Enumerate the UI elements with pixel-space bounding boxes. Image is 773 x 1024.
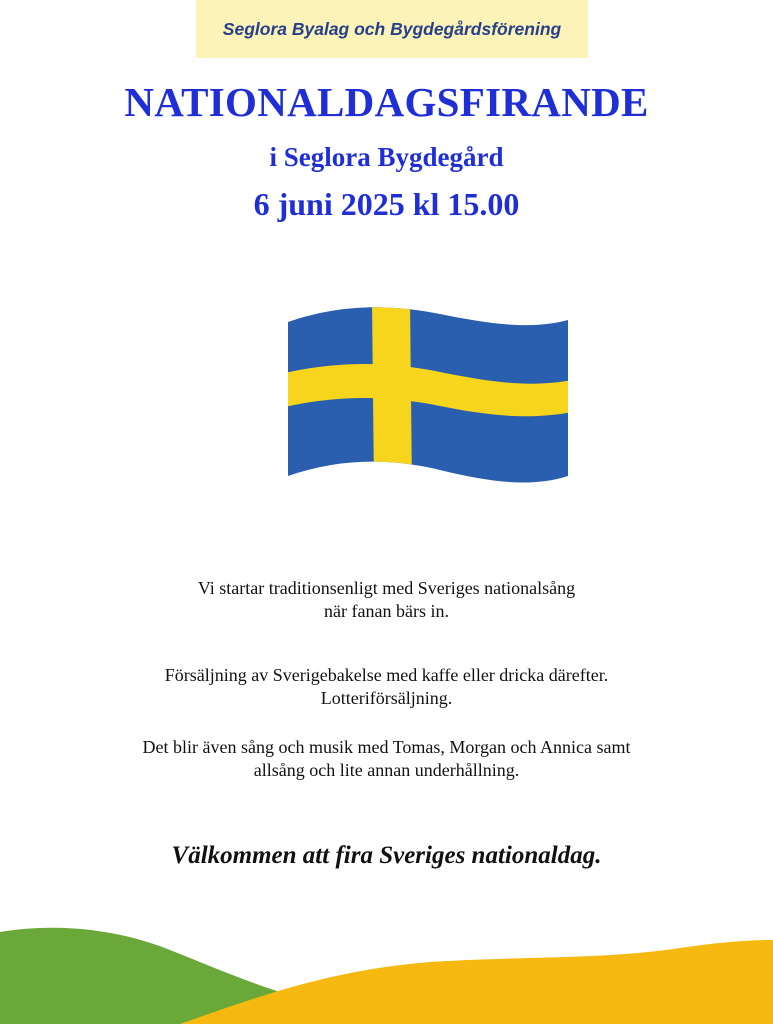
- organization-banner: [196, 0, 588, 58]
- yellow-wave: [180, 940, 773, 1024]
- music-paragraph: [0, 736, 773, 782]
- swedish-flag-icon: [280, 300, 572, 490]
- intro-line-2: när fanan bärs in.: [324, 601, 449, 621]
- event-location: i Seglora Bygdegård: [269, 142, 504, 172]
- intro-line-1: Vi startar traditionsenligt med Sveriges nationalsång: [197, 578, 576, 598]
- intro-paragraph: [0, 577, 773, 623]
- event-datetime: 6 juni 2025 kl 15.00: [253, 186, 520, 222]
- organization-name: Seglora Byalag och Bygdegårdsförening: [222, 18, 562, 39]
- music-line-1: Det blir även sång och musik med Tomas, Morgan och Annica samt: [142, 737, 631, 757]
- sales-line-1: Försäljning av Sverigebakelse med kaffe eller dricka därefter.: [164, 665, 609, 685]
- sales-paragraph: [0, 664, 773, 710]
- welcome-message: Välkommen att fira Sveriges nationaldag.: [171, 842, 602, 869]
- event-title: NATIONALDAGSFIRANDE: [124, 79, 649, 125]
- decorative-waves: [0, 900, 773, 1024]
- music-line-2: allsång och lite annan underhållning.: [253, 760, 520, 780]
- flag-vertical-cross: [372, 300, 412, 490]
- sales-line-2: Lotteriförsäljning.: [320, 688, 453, 708]
